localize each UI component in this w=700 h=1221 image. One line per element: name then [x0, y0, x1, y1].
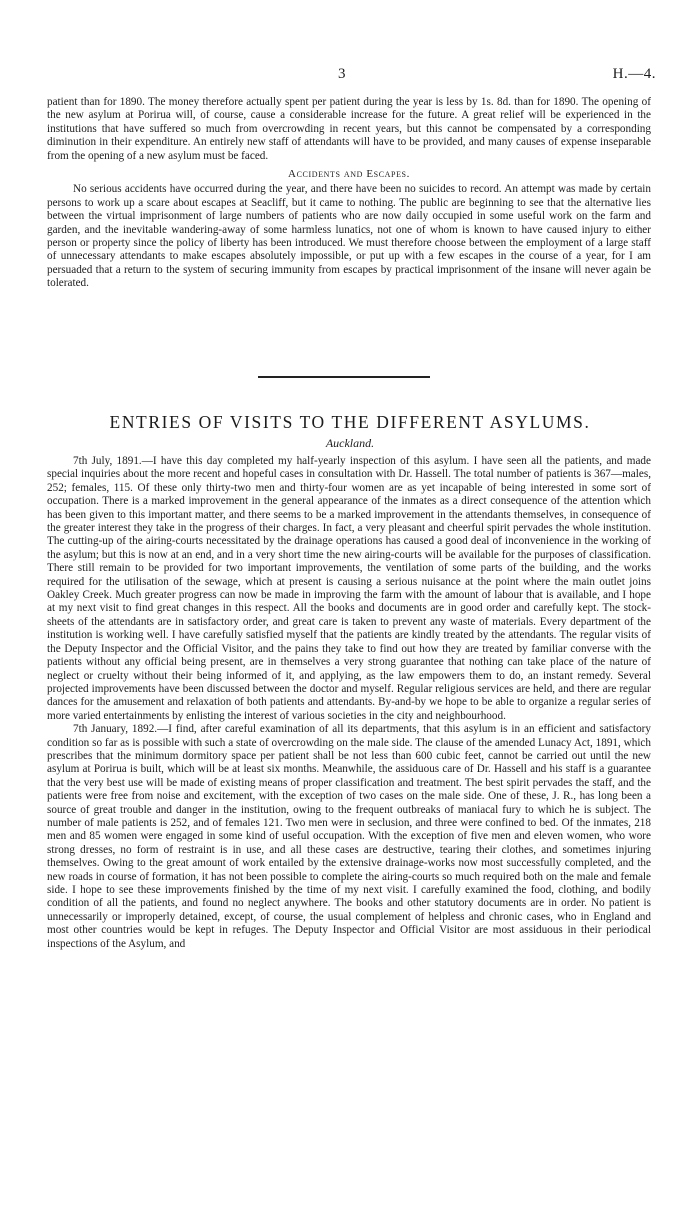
accidents-heading: Accidents and Escapes. [288, 168, 410, 181]
document-code: H.—4. [612, 66, 656, 82]
subtitle: Auckland. [325, 436, 375, 450]
section-divider [258, 376, 430, 378]
accidents-paragraph: No serious accidents have occurred during the year, and there have been no suicides to record. An attempt was made by certain persons to work up a scare about escapes at Seacliff, but it came to nothing. The public are beginning to see that the alternative lies between the virtual imprisonment of large numbers of patients who are now daily occupied in some useful work on the farm and garden, and the inevitable wandering-away of some harmless lunatics, not one of whom is known to have caused injury to either person or property since the policy of liberty has been introduced. We must therefore choose between the employment of a large staff of unnecessary attendants to make escapes absolutely impossible, or put up with a few escapes in the course of a year, for I am persuaded that a return to the system of securing immunity from escapes by practical imprisonment of the insane will never again be tolerated. [47, 183, 651, 290]
upper-section [47, 96, 651, 291]
visits-section [47, 455, 651, 951]
visit-entry-july-1891: 7th July, 1891.—I have this day completed my half-yearly inspection of this asylum. I have seen all the patients, and made special inquiries about the more recent and hopeful cases in consultation with Dr. Hassell. The total number of patients is 367—males, 252; females, 115. Of these only thirty-two men and thirty-four women are as yet incapable of being interested in some sort of occupation. There is a marked improvement in the general appearance of the inmates as a direct consequence of the attention which has been given to this important matter, and there seems to be a marked improvement in the attendants themselves, in consequence of the greater interest they take in the progress of their charges. In fact, a very pleasant and cheerful spirit pervades the whole institution. The cutting-up of the airing-courts necessitated by the drainage operations has caused a good deal of inconvenience in the working of the asylum; but this is now at an end, and in a very short time the new airing-courts will be available for the purposes of classification. There still remain to be provided for two important improvements, the ventilation of some parts of the building, and the works required for the utilisation of the sewage, which at present is causing a serious nuisance at the point where the main outlet joins Oakley Creek. Much greater progress can now be made in improving the farm with the amount of labour that is available, and I hope at my next visit to find great changes in this respect. All the books and documents are in good order and carefully kept. The stock-sheets of the attendants are in satisfactory order, and great care is taken to prevent any waste of materials. Every department of the institution is working well. I have carefully satisfied myself that the patients are kindly treated by the attendants. The regular visits of the Deputy Inspector and the Official Visitor, and the pains they take to find out how they are treated by familiar converse with the patients without any official being present, are in themselves a very strong guarantee that nothing can take place of the nature of neglect or cruelty without their being informed of it, and applying, as the law empowers them to do, an instant remedy. Several projected improvements have been discussed between the doctor and myself. Regular religious services are held, and there are regular dances for the amusement and relaxation of both patients and attendants. By-and-by we hope to be able to organize a regular series of more varied entertainments by enlisting the interest of various societies in the city and neighbourhood. [47, 455, 651, 722]
intro-paragraph: patient than for 1890. The money therefore actually spent per patient during the year is less by 1s. 8d. than for 1890. The opening of the new asylum at Porirua will, of course, cause a considerable increase for the future. A great relief will be experienced in the institutions that have suffered so much from overcrowding in recent years, but this cannot be compensated by a corresponding diminution in their expenditure. An entirely new staff of attendants will have to be provided, and many causes of expense inseparable from the opening of a new asylum must be faced. [47, 96, 651, 162]
visit-entry-january-1892: 7th January, 1892.—I find, after careful examination of all its departments, that this asylum is in an efficient and satisfactory condition so far as is possible with such a state of overcrowding on the male side. The clause of the amended Lunacy Act, 1891, which prescribes that the minimum dormitory space per patient shall be not less than 600 cubic feet, cannot be carried out until the new asylum at Porirua is built, which will be at least six months. Meanwhile, the assiduous care of Dr. Hassell and his staff is a guarantee that the very best use will be made of existing means of proper classification and treatment. The best spirit pervades the staff, and the patients were free from noise and excitement, with the exception of two cases on the male side. One of these, J. R., has long been a source of great trouble and danger in the institution, owing to the frequent outbreaks of maniacal fury to which he is subject. The number of male patients is 252, and of females 121. Two men were in seclusion, and three were confined to bed. Of the inmates, 218 men and 85 women were engaged in some kind of useful occupation. With the exception of five men and eleven women, who wore strong dresses, no form of restraint is in use, and all these cases are destructive, tearing their clothes, and sometimes injuring themselves. Owing to the great amount of work entailed by the extensive drainage-works now most successfully completed, and the new roads in course of formation, it has not been possible to complete the airing-courts so much required both on the male and female side. I hope to see these improvements finished by the time of my next visit. I carefully examined the food, clothing, and bodily condition of all the patients, and found no neglect anywhere. The books and other statutory documents are in order. No patient is unnecessarily or improperly detained, except, of course, the usual complement of helpless and chronic cases, who in England and most other countries would be kept in refuges. The Deputy Inspector and Official Visitor are most assiduous in their periodical inspections of the Asylum, and [47, 723, 651, 950]
main-title: ENTRIES OF VISITS TO THE DIFFERENT ASYLUMS. [109, 412, 591, 432]
page-number: 3 [338, 66, 346, 82]
